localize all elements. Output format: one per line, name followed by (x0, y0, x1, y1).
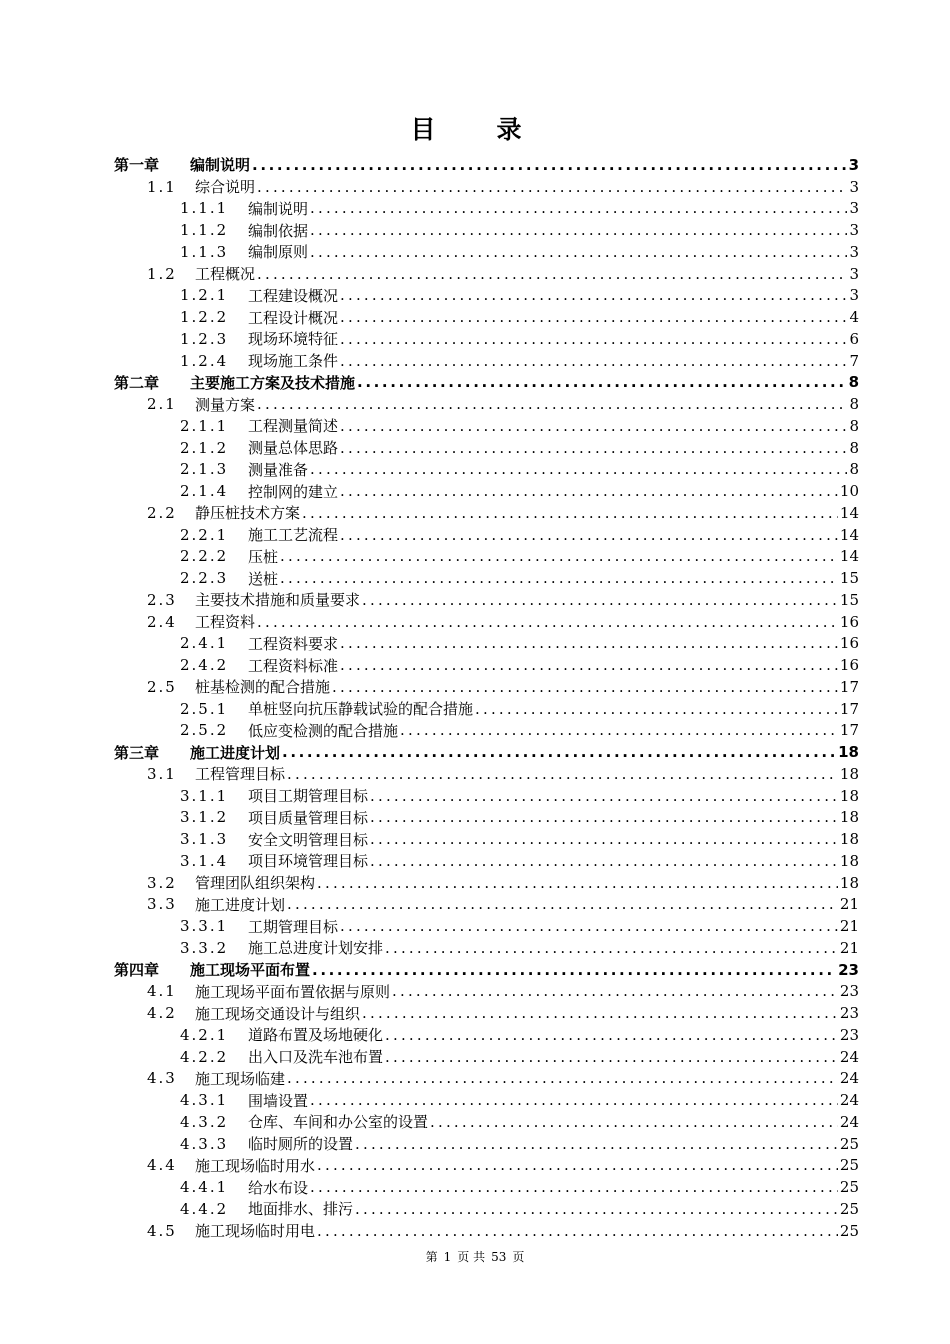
toc-entry-number: 2.5.1 (180, 699, 229, 718)
toc-subsection-entry[interactable] (0, 720, 950, 742)
toc-chapter-entry[interactable] (0, 372, 950, 394)
toc-entry-page: 17 (839, 721, 859, 740)
toc-chapter-entry[interactable] (0, 154, 950, 176)
toc-subsection-entry[interactable] (0, 915, 950, 937)
toc-entry-page: 23 (838, 960, 859, 979)
toc-entry-title: 工期管理目标 (248, 917, 339, 936)
toc-entry-title: 单桩竖向抗压静载试验的配合措施 (248, 700, 474, 719)
toc-dot-leader (385, 1026, 838, 1044)
toc-section-entry[interactable] (0, 872, 950, 894)
toc-dot-leader (340, 439, 847, 457)
toc-entry-page: 21 (839, 895, 859, 914)
toc-subsection-entry[interactable] (0, 219, 950, 241)
toc-entry-page: 18 (839, 808, 859, 827)
toc-section-entry[interactable] (0, 611, 950, 633)
toc-subsection-entry[interactable] (0, 1133, 950, 1155)
toc-subsection-entry[interactable] (0, 437, 950, 459)
toc-entry-title: 低应变检测的配合措施 (248, 721, 399, 740)
toc-entry-number: 1.1.2 (180, 221, 229, 240)
toc-entry-title: 工程建设概况 (248, 286, 339, 305)
toc-section-entry[interactable] (0, 1068, 950, 1090)
toc-dot-leader (385, 1048, 838, 1066)
toc-dot-leader (340, 352, 847, 370)
toc-entry-title: 施工工艺流程 (248, 526, 339, 545)
toc-entry-title: 编制说明 (248, 199, 309, 218)
toc-entry-title: 仓库、车间和办公室的设置 (248, 1113, 429, 1132)
toc-entry-title: 综合说明 (195, 178, 256, 197)
toc-entry-number: 1.1 (147, 177, 177, 196)
toc-entry-number: 3.1 (147, 764, 177, 783)
toc-entry-number: 3.3 (147, 895, 177, 914)
toc-entry-page: 18 (838, 743, 859, 762)
toc-entry-title: 主要施工方案及技术措施 (190, 373, 356, 392)
toc-entry-number: 3.1.2 (180, 808, 229, 827)
toc-entry-page: 23 (839, 982, 859, 1001)
toc-section-entry[interactable] (0, 1220, 950, 1242)
toc-entry-title: 给水布设 (248, 1178, 309, 1197)
toc-entry-page: 3 (849, 199, 859, 218)
footer-prefix: 第 (425, 1250, 438, 1264)
toc-chapter-entry[interactable] (0, 959, 950, 981)
toc-entry-number: 2.4 (147, 612, 177, 631)
toc-dot-leader (340, 286, 847, 304)
toc-entry-page: 8 (849, 460, 859, 479)
toc-dot-leader (362, 591, 838, 609)
toc-entry-page: 14 (839, 525, 859, 544)
toc-dot-leader (280, 547, 838, 565)
toc-entry-title: 施工现场临时用水 (195, 1156, 316, 1175)
toc-entry-number: 4.3 (147, 1069, 177, 1088)
toc-dot-leader (400, 721, 838, 739)
toc-entry-title: 测量方案 (195, 395, 256, 414)
toc-entry-number: 1.1.1 (180, 199, 229, 218)
toc-entry-number: 2.1.3 (180, 460, 229, 479)
toc-dot-leader (355, 1135, 838, 1153)
toc-dot-leader (392, 982, 838, 1000)
toc-entry-page: 3 (849, 221, 859, 240)
toc-dot-leader (385, 939, 838, 957)
toc-entry-page: 16 (839, 634, 859, 653)
toc-entry-number: 4.2.1 (180, 1025, 229, 1044)
toc-entry-number: 2.4.2 (180, 656, 229, 675)
toc-subsection-entry[interactable] (0, 198, 950, 220)
toc-subsection-entry[interactable] (0, 480, 950, 502)
toc-entry-page: 15 (839, 590, 859, 609)
toc-entry-number: 2.2 (147, 503, 177, 522)
toc-entry-title: 压桩 (248, 547, 279, 566)
toc-entry-page: 7 (849, 351, 859, 370)
toc-subsection-entry[interactable] (0, 524, 950, 546)
toc-entry-number: 2.5 (147, 677, 177, 696)
toc-entry-title: 项目环境管理目标 (248, 852, 369, 871)
toc-entry-number: 2.1.4 (180, 482, 229, 501)
toc-dot-leader (357, 373, 847, 391)
toc-dot-leader (280, 569, 838, 587)
toc-dot-leader (340, 917, 838, 935)
toc-entry-title: 项目工期管理目标 (248, 787, 369, 806)
toc-entry-page: 16 (839, 656, 859, 675)
toc-dot-leader (257, 178, 847, 196)
toc-entry-title: 安全文明管理目标 (248, 830, 369, 849)
toc-entry-title: 管理团队组织架构 (195, 874, 316, 893)
toc-dot-leader (340, 656, 838, 674)
toc-dot-leader (475, 700, 838, 718)
toc-subsection-entry[interactable] (0, 654, 950, 676)
toc-dot-leader (370, 808, 838, 826)
toc-entry-page: 25 (839, 1156, 859, 1175)
toc-entry-number: 2.2.3 (180, 569, 229, 588)
toc-entry-page: 4 (849, 308, 859, 327)
toc-entry-page: 25 (839, 1134, 859, 1153)
toc-entry-number: 2.4.1 (180, 634, 229, 653)
toc-entry-title: 工程管理目标 (195, 765, 286, 784)
toc-entry-title: 编制说明 (190, 156, 251, 175)
toc-dot-leader (340, 330, 847, 348)
footer-suffix: 页 (512, 1250, 525, 1264)
toc-entry-number: 4.3.2 (180, 1112, 229, 1131)
toc-entry-page: 8 (849, 438, 859, 457)
toc-section-entry[interactable] (0, 763, 950, 785)
toc-entry-title: 临时厕所的设置 (248, 1135, 354, 1154)
toc-entry-number: 2.2.2 (180, 547, 229, 566)
toc-entry-page: 17 (839, 677, 859, 696)
toc-entry-page: 15 (839, 569, 859, 588)
toc-section-entry[interactable] (0, 981, 950, 1003)
toc-dot-leader (312, 961, 836, 979)
toc-entry-page: 25 (839, 1178, 859, 1197)
toc-entry-number: 2.1.1 (180, 416, 229, 435)
toc-dot-leader (302, 504, 838, 522)
toc-entry-number: 2.3 (147, 590, 177, 609)
toc-entry-page: 23 (839, 1004, 859, 1023)
toc-dot-leader (287, 895, 838, 913)
table-of-contents (0, 154, 950, 1242)
footer-page-number: 1 (443, 1250, 452, 1264)
toc-dot-leader (362, 1004, 838, 1022)
toc-entry-title: 工程测量简述 (248, 417, 339, 436)
toc-entry-number: 第二章 (114, 373, 160, 392)
toc-entry-page: 24 (839, 1112, 859, 1131)
toc-dot-leader (340, 308, 847, 326)
toc-entry-page: 18 (839, 873, 859, 892)
toc-entry-number: 3.1.4 (180, 851, 229, 870)
toc-entry-title: 工程设计概况 (248, 308, 339, 327)
toc-entry-title: 施工现场临时用电 (195, 1222, 316, 1241)
toc-section-entry[interactable] (0, 1002, 950, 1024)
toc-dot-leader (370, 787, 838, 805)
toc-subsection-entry[interactable] (0, 828, 950, 850)
toc-dot-leader (257, 265, 847, 283)
toc-entry-number: 1.2.4 (180, 351, 229, 370)
toc-entry-number: 4.1 (147, 982, 177, 1001)
toc-dot-leader (317, 874, 838, 892)
toc-entry-number: 1.2 (147, 264, 177, 283)
footer-middle: 页 共 (457, 1250, 486, 1264)
toc-dot-leader (430, 1113, 838, 1131)
toc-entry-title: 施工现场平面布置 (190, 961, 311, 980)
toc-subsection-entry[interactable] (0, 633, 950, 655)
toc-entry-number: 3.3.2 (180, 938, 229, 957)
toc-dot-leader (257, 613, 838, 631)
toc-section-entry[interactable] (0, 393, 950, 415)
toc-subsection-entry[interactable] (0, 459, 950, 481)
toc-section-entry[interactable] (0, 589, 950, 611)
toc-entry-number: 3.1.3 (180, 830, 229, 849)
toc-entry-title: 工程资料标准 (248, 656, 339, 675)
toc-subsection-entry[interactable] (0, 698, 950, 720)
toc-entry-page: 17 (839, 699, 859, 718)
toc-dot-leader (287, 765, 838, 783)
toc-entry-page: 14 (839, 503, 859, 522)
toc-subsection-entry[interactable] (0, 350, 950, 372)
toc-title: 目 录 (410, 115, 540, 144)
toc-entry-page: 6 (849, 329, 859, 348)
toc-entry-page: 23 (839, 1025, 859, 1044)
toc-entry-number: 3.3.1 (180, 917, 229, 936)
toc-section-entry[interactable] (0, 263, 950, 285)
toc-dot-leader (310, 199, 847, 217)
toc-entry-title: 施工进度计划 (195, 895, 286, 914)
toc-entry-page: 16 (839, 612, 859, 631)
toc-dot-leader (370, 830, 838, 848)
toc-section-entry[interactable] (0, 894, 950, 916)
toc-dot-leader (332, 678, 838, 696)
toc-entry-number: 2.5.2 (180, 721, 229, 740)
toc-entry-title: 施工进度计划 (190, 743, 281, 762)
toc-entry-page: 24 (839, 1069, 859, 1088)
toc-entry-title: 施工总进度计划安排 (248, 939, 384, 958)
toc-entry-page: 24 (839, 1047, 859, 1066)
toc-entry-title: 道路布置及场地硬化 (248, 1026, 384, 1045)
toc-entry-title: 编制依据 (248, 221, 309, 240)
toc-subsection-entry[interactable] (0, 1198, 950, 1220)
toc-entry-page: 3 (849, 286, 859, 305)
toc-entry-page: 18 (839, 786, 859, 805)
toc-dot-leader (340, 526, 838, 544)
toc-section-entry[interactable] (0, 502, 950, 524)
toc-subsection-entry[interactable] (0, 241, 950, 263)
toc-dot-leader (317, 1156, 838, 1174)
toc-section-entry[interactable] (0, 676, 950, 698)
toc-entry-title: 工程资料要求 (248, 634, 339, 653)
toc-subsection-entry[interactable] (0, 807, 950, 829)
toc-entry-page: 8 (848, 373, 859, 392)
toc-entry-number: 3.2 (147, 873, 177, 892)
toc-subsection-entry[interactable] (0, 937, 950, 959)
toc-entry-page: 21 (839, 917, 859, 936)
toc-subsection-entry[interactable] (0, 1176, 950, 1198)
page-footer (0, 1248, 950, 1265)
toc-entry-title: 施工现场平面布置依据与原则 (195, 982, 391, 1001)
toc-entry-title: 送桩 (248, 569, 279, 588)
toc-entry-number: 2.1 (147, 395, 177, 414)
toc-entry-page: 3 (849, 264, 859, 283)
toc-entry-title: 围墙设置 (248, 1091, 309, 1110)
toc-dot-leader (310, 221, 847, 239)
toc-dot-leader (252, 156, 847, 174)
toc-entry-number: 1.2.1 (180, 286, 229, 305)
toc-subsection-entry[interactable] (0, 546, 950, 568)
toc-dot-leader (340, 634, 838, 652)
toc-section-entry[interactable] (0, 176, 950, 198)
toc-entry-page: 3 (848, 155, 859, 174)
toc-dot-leader (282, 743, 836, 761)
toc-subsection-entry[interactable] (0, 415, 950, 437)
toc-entry-title: 静压桩技术方案 (195, 504, 301, 523)
toc-entry-title: 项目质量管理目标 (248, 808, 369, 827)
toc-subsection-entry[interactable] (0, 285, 950, 307)
toc-entry-number: 第一章 (114, 156, 160, 175)
toc-entry-title: 主要技术措施和质量要求 (195, 591, 361, 610)
toc-entry-title: 测量准备 (248, 460, 309, 479)
toc-entry-title: 出入口及洗车池布置 (248, 1048, 384, 1067)
toc-dot-leader (287, 1069, 838, 1087)
toc-subsection-entry[interactable] (0, 785, 950, 807)
toc-subsection-entry[interactable] (0, 850, 950, 872)
toc-entry-title: 控制网的建立 (248, 482, 339, 501)
toc-subsection-entry[interactable] (0, 1024, 950, 1046)
toc-subsection-entry[interactable] (0, 1089, 950, 1111)
toc-entry-number: 第三章 (114, 743, 160, 762)
toc-entry-page: 18 (839, 851, 859, 870)
toc-entry-title: 桩基检测的配合措施 (195, 678, 331, 697)
toc-entry-number: 2.1.2 (180, 438, 229, 457)
toc-entry-number: 4.4.2 (180, 1199, 229, 1218)
toc-entry-title: 编制原则 (248, 243, 309, 262)
toc-entry-page: 25 (839, 1199, 859, 1218)
toc-entry-number: 1.2.2 (180, 308, 229, 327)
toc-dot-leader (310, 460, 847, 478)
toc-entry-number: 4.3.3 (180, 1134, 229, 1153)
toc-subsection-entry[interactable] (0, 306, 950, 328)
toc-entry-page: 8 (849, 416, 859, 435)
toc-dot-leader (370, 852, 838, 870)
toc-entry-page: 25 (839, 1221, 859, 1240)
toc-entry-title: 测量总体思路 (248, 439, 339, 458)
toc-entry-number: 1.1.3 (180, 242, 229, 261)
toc-entry-page: 18 (839, 764, 859, 783)
toc-subsection-entry[interactable] (0, 567, 950, 589)
toc-entry-title: 工程资料 (195, 613, 256, 632)
toc-entry-page: 18 (839, 830, 859, 849)
toc-entry-page: 14 (839, 547, 859, 566)
toc-dot-leader (310, 243, 847, 261)
toc-section-entry[interactable] (0, 1155, 950, 1177)
toc-entry-number: 2.2.1 (180, 525, 229, 544)
toc-entry-title: 施工现场临建 (195, 1069, 286, 1088)
toc-entry-number: 4.3.1 (180, 1091, 229, 1110)
toc-entry-title: 现场环境特征 (248, 330, 339, 349)
footer-total-pages: 53 (491, 1250, 507, 1264)
toc-entry-number: 3.1.1 (180, 786, 229, 805)
toc-entry-page: 24 (839, 1091, 859, 1110)
toc-entry-number: 4.5 (147, 1221, 177, 1240)
toc-dot-leader (340, 482, 838, 500)
toc-subsection-entry[interactable] (0, 1111, 950, 1133)
toc-dot-leader (310, 1091, 838, 1109)
toc-entry-page: 3 (849, 177, 859, 196)
toc-entry-number: 第四章 (114, 961, 160, 980)
toc-dot-leader (317, 1222, 838, 1240)
toc-entry-title: 施工现场交通设计与组织 (195, 1004, 361, 1023)
toc-chapter-entry[interactable] (0, 741, 950, 763)
toc-entry-page: 10 (839, 482, 859, 501)
toc-entry-number: 4.2.2 (180, 1047, 229, 1066)
toc-entry-page: 3 (849, 242, 859, 261)
toc-entry-number: 4.4 (147, 1156, 177, 1175)
toc-entry-number: 4.4.1 (180, 1178, 229, 1197)
toc-entry-number: 1.2.3 (180, 329, 229, 348)
toc-entry-number: 4.2 (147, 1004, 177, 1023)
toc-subsection-entry[interactable] (0, 328, 950, 350)
toc-dot-leader (340, 417, 847, 435)
toc-dot-leader (310, 1178, 838, 1196)
toc-entry-title: 现场施工条件 (248, 352, 339, 371)
toc-entry-page: 8 (849, 395, 859, 414)
toc-subsection-entry[interactable] (0, 1046, 950, 1068)
toc-dot-leader (355, 1200, 838, 1218)
toc-dot-leader (257, 395, 847, 413)
toc-entry-title: 地面排水、排污 (248, 1200, 354, 1219)
toc-entry-title: 工程概况 (195, 265, 256, 284)
toc-entry-page: 21 (839, 938, 859, 957)
